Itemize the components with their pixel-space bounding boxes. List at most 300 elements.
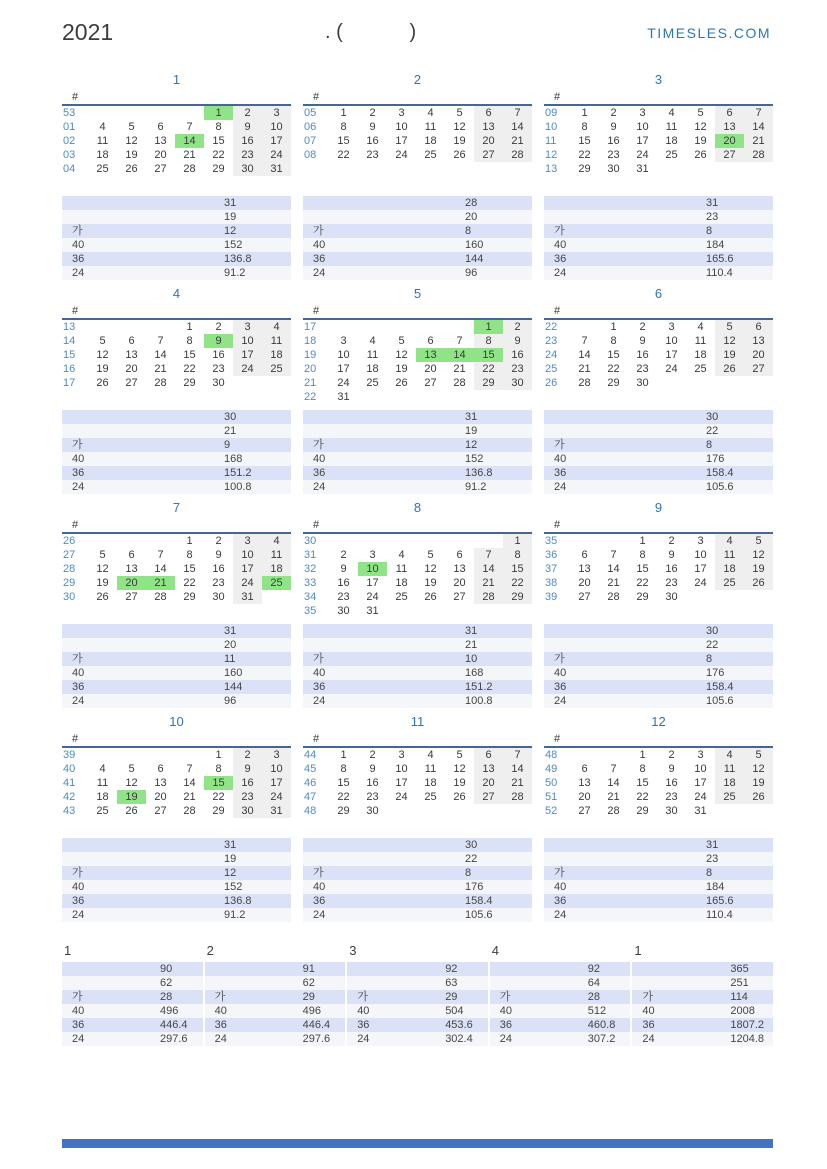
stats-label: 가 bbox=[554, 439, 565, 451]
stats-row bbox=[303, 466, 532, 480]
stats-label bbox=[62, 210, 224, 224]
calendar-header-spacer bbox=[570, 732, 773, 747]
day-cell: 21 bbox=[154, 363, 167, 375]
stats-label bbox=[62, 624, 224, 638]
summary-block bbox=[347, 942, 488, 1046]
week-row bbox=[544, 362, 773, 376]
day-cell: 9 bbox=[369, 121, 376, 133]
calendar-header-row bbox=[62, 518, 291, 533]
stats-value: 12 bbox=[465, 439, 478, 451]
calendar-header-row bbox=[303, 518, 532, 533]
stats-label bbox=[544, 638, 706, 652]
stats-value: 12 bbox=[224, 225, 237, 237]
week-number: 31 bbox=[304, 549, 317, 561]
day-cell: 27 bbox=[474, 148, 503, 162]
stats-label: 가 bbox=[72, 867, 83, 879]
day-cell: 24 bbox=[665, 363, 678, 375]
stats-label: 36 bbox=[72, 895, 85, 907]
day-cell: 3 bbox=[262, 105, 291, 120]
day-cell: 31 bbox=[262, 162, 291, 176]
stats-row bbox=[544, 196, 773, 210]
day-cell: 23 bbox=[665, 791, 678, 803]
stats-label bbox=[303, 424, 465, 438]
stats-row bbox=[544, 880, 773, 894]
day-cell: 20 bbox=[424, 363, 437, 375]
day-cell bbox=[474, 390, 503, 404]
day-cell: 13 bbox=[154, 777, 167, 789]
week-row bbox=[62, 105, 291, 120]
stats-row bbox=[62, 976, 203, 990]
stats-value: 92 bbox=[587, 963, 601, 975]
week-number: 05 bbox=[304, 107, 317, 119]
day-cell bbox=[686, 590, 715, 604]
stats-value: 460.8 bbox=[587, 1019, 616, 1031]
day-cell: 21 bbox=[607, 577, 620, 589]
stats-label bbox=[544, 410, 706, 424]
day-cell bbox=[117, 319, 146, 334]
stats-row bbox=[62, 880, 291, 894]
day-cell: 22 bbox=[636, 791, 649, 803]
week-row bbox=[544, 348, 773, 362]
day-cell: 17 bbox=[337, 363, 350, 375]
day-cell bbox=[657, 376, 686, 390]
day-cell: 21 bbox=[503, 134, 532, 148]
day-cell: 27 bbox=[125, 591, 138, 603]
day-cell: 5 bbox=[744, 747, 773, 762]
stats-value: 31 bbox=[224, 625, 237, 637]
day-cell: 5 bbox=[456, 749, 463, 761]
summary-title: 1 bbox=[634, 943, 642, 958]
stats-label bbox=[62, 638, 224, 652]
stats-row bbox=[62, 908, 291, 922]
month-weeks bbox=[303, 533, 532, 618]
stats-value: 446.4 bbox=[302, 1019, 331, 1031]
week-number: 15 bbox=[63, 349, 76, 361]
stats-label: 24 bbox=[313, 267, 326, 279]
day-cell bbox=[715, 804, 744, 818]
stats-value: 176 bbox=[706, 667, 725, 679]
stats-row bbox=[62, 224, 291, 238]
week-row bbox=[544, 162, 773, 176]
day-cell bbox=[146, 533, 175, 548]
day-cell: 7 bbox=[456, 335, 463, 347]
day-cell: 21 bbox=[503, 776, 532, 790]
day-cell: 10 bbox=[262, 762, 291, 776]
stats-table bbox=[303, 410, 532, 494]
day-cell: 5 bbox=[99, 335, 106, 347]
stats-row bbox=[62, 1018, 203, 1032]
day-cell bbox=[146, 105, 175, 120]
day-cell: 30 bbox=[636, 377, 649, 389]
stats-row bbox=[303, 680, 532, 694]
stats-value: 8 bbox=[706, 225, 713, 237]
day-cell bbox=[117, 105, 146, 120]
summary-grid bbox=[62, 942, 773, 1046]
stats-label: 36 bbox=[72, 253, 85, 265]
stats-table bbox=[62, 196, 291, 280]
day-cell: 28 bbox=[183, 805, 196, 817]
day-cell: 11 bbox=[424, 763, 437, 775]
week-number: 38 bbox=[545, 577, 558, 589]
stats-row bbox=[490, 1032, 631, 1046]
day-cell: 23 bbox=[212, 577, 225, 589]
stats-row bbox=[544, 452, 773, 466]
day-cell: 26 bbox=[715, 362, 744, 376]
day-cell: 20 bbox=[474, 134, 503, 148]
stats-value: 365 bbox=[730, 963, 749, 975]
day-cell: 7 bbox=[157, 335, 164, 347]
day-cell: 1 bbox=[639, 749, 646, 761]
day-cell bbox=[88, 533, 117, 548]
month-title: 1 bbox=[172, 72, 181, 87]
day-cell: 13 bbox=[125, 349, 138, 361]
day-cell: 24 bbox=[233, 362, 262, 376]
calendar-header-spacer bbox=[570, 304, 773, 319]
day-cell: 4 bbox=[427, 107, 434, 119]
week-column-header: # bbox=[544, 90, 570, 105]
day-cell: 15 bbox=[636, 777, 649, 789]
week-row bbox=[62, 362, 291, 376]
day-cell: 19 bbox=[395, 363, 408, 375]
week-row bbox=[303, 576, 532, 590]
stats-value: 151.2 bbox=[465, 681, 493, 693]
stats-value: 19 bbox=[224, 211, 237, 223]
stats-label: 24 bbox=[642, 1033, 655, 1045]
stats-label bbox=[303, 210, 465, 224]
footer-bar bbox=[62, 1139, 773, 1148]
day-cell: 6 bbox=[128, 549, 135, 561]
month-calendar bbox=[303, 732, 532, 818]
day-cell bbox=[175, 747, 204, 762]
day-cell: 30 bbox=[212, 591, 225, 603]
stats-value: 512 bbox=[587, 1005, 607, 1017]
day-cell: 17 bbox=[694, 777, 707, 789]
day-cell: 12 bbox=[125, 135, 138, 147]
month-block bbox=[62, 286, 291, 500]
stats-label: 36 bbox=[313, 467, 326, 479]
stats-row bbox=[62, 266, 291, 280]
day-cell bbox=[88, 105, 117, 120]
month-title: 7 bbox=[172, 500, 181, 515]
stats-row bbox=[62, 894, 291, 908]
month-weeks bbox=[303, 319, 532, 404]
week-number: 42 bbox=[63, 791, 76, 803]
week-row bbox=[544, 334, 773, 348]
day-cell: 6 bbox=[128, 335, 135, 347]
stats-label: 40 bbox=[554, 239, 567, 251]
stats-label: 40 bbox=[72, 453, 85, 465]
stats-value: 110.4 bbox=[706, 267, 733, 279]
month-calendar bbox=[62, 304, 291, 390]
month-title: 2 bbox=[413, 72, 422, 87]
day-cell: 3 bbox=[668, 321, 675, 333]
day-cell: 12 bbox=[125, 777, 138, 789]
day-cell: 18 bbox=[715, 562, 744, 576]
stats-value: 8 bbox=[706, 439, 713, 451]
day-cell: 16 bbox=[366, 777, 379, 789]
day-cell: 3 bbox=[697, 749, 704, 761]
stats-label bbox=[62, 424, 224, 438]
day-cell: 19 bbox=[453, 777, 466, 789]
day-cell: 18 bbox=[694, 349, 707, 361]
stats-row bbox=[205, 976, 346, 990]
stats-row bbox=[544, 438, 773, 452]
month-title: 12 bbox=[651, 714, 666, 729]
day-cell: 29 bbox=[337, 805, 350, 817]
week-number: 26 bbox=[545, 377, 558, 389]
stats-label bbox=[347, 976, 445, 990]
day-cell: 20 bbox=[578, 577, 591, 589]
day-cell bbox=[657, 162, 686, 176]
stats-label: 가 bbox=[554, 225, 565, 237]
week-number: 11 bbox=[545, 135, 557, 147]
stats-row bbox=[205, 1032, 346, 1046]
day-cell: 11 bbox=[262, 548, 291, 562]
stats-label: 24 bbox=[313, 909, 326, 921]
week-row bbox=[544, 120, 773, 134]
stats-row bbox=[62, 694, 291, 708]
stats-row bbox=[544, 666, 773, 680]
stats-label: 가 bbox=[642, 991, 654, 1003]
week-row bbox=[303, 790, 532, 804]
week-row bbox=[303, 762, 532, 776]
day-cell: 20 bbox=[474, 776, 503, 790]
day-cell: 16 bbox=[212, 349, 225, 361]
day-cell: 10 bbox=[694, 763, 707, 775]
day-cell: 13 bbox=[474, 762, 503, 776]
day-cell: 4 bbox=[668, 107, 675, 119]
brand-link[interactable]: TIMESLES.COM bbox=[647, 25, 771, 41]
stats-value: 165.6 bbox=[706, 895, 734, 907]
stats-label: 가 bbox=[313, 439, 324, 451]
week-row bbox=[62, 348, 291, 362]
calendar-header-spacer bbox=[329, 90, 532, 105]
day-cell: 28 bbox=[474, 590, 503, 604]
day-cell: 9 bbox=[668, 549, 675, 561]
week-row bbox=[303, 148, 532, 162]
stats-row bbox=[62, 438, 291, 452]
stats-table bbox=[347, 962, 488, 1046]
day-cell: 14 bbox=[154, 563, 167, 575]
stats-row bbox=[62, 1032, 203, 1046]
stats-value: 28 bbox=[160, 991, 173, 1003]
day-cell: 19 bbox=[744, 562, 773, 576]
day-cell: 7 bbox=[610, 763, 617, 775]
day-cell: 25 bbox=[715, 576, 744, 590]
stats-table bbox=[62, 624, 291, 708]
week-row bbox=[62, 548, 291, 562]
day-cell: 22 bbox=[337, 149, 350, 161]
day-cell: 7 bbox=[581, 335, 588, 347]
day-cell: 7 bbox=[186, 763, 193, 775]
stats-label: 24 bbox=[72, 1033, 85, 1045]
month-calendar bbox=[303, 304, 532, 404]
day-cell: 12 bbox=[744, 548, 773, 562]
day-cell: 13 bbox=[578, 777, 591, 789]
stats-value: 100.8 bbox=[224, 481, 252, 493]
day-cell: 3 bbox=[398, 107, 405, 119]
day-cell: 19 bbox=[424, 577, 437, 589]
day-cell: 18 bbox=[96, 149, 109, 161]
stats-row bbox=[544, 480, 773, 494]
day-cell: 8 bbox=[474, 334, 503, 348]
stats-row bbox=[347, 962, 488, 976]
day-cell bbox=[416, 804, 445, 818]
day-cell: 16 bbox=[665, 563, 678, 575]
stats-table bbox=[205, 962, 346, 1046]
day-cell: 15 bbox=[636, 563, 649, 575]
day-cell: 3 bbox=[340, 335, 347, 347]
day-cell: 17 bbox=[233, 562, 262, 576]
summary-block bbox=[490, 942, 631, 1046]
stats-row bbox=[544, 694, 773, 708]
month-block bbox=[544, 714, 773, 928]
week-row bbox=[303, 776, 532, 790]
stats-row bbox=[62, 1004, 203, 1018]
week-row bbox=[303, 334, 532, 348]
day-cell: 26 bbox=[96, 591, 109, 603]
month-weeks bbox=[62, 105, 291, 176]
stats-row bbox=[62, 252, 291, 266]
day-cell: 3 bbox=[233, 319, 262, 334]
week-number: 22 bbox=[545, 321, 558, 333]
week-number: 13 bbox=[63, 321, 76, 333]
stats-row bbox=[544, 638, 773, 652]
stats-value: 21 bbox=[224, 425, 237, 437]
week-number: 19 bbox=[304, 349, 317, 361]
day-cell: 30 bbox=[665, 591, 678, 603]
day-cell: 8 bbox=[581, 121, 588, 133]
calendar-header-row bbox=[303, 304, 532, 319]
month-calendar bbox=[544, 304, 773, 390]
stats-row bbox=[303, 438, 532, 452]
week-number: 20 bbox=[304, 363, 317, 375]
day-cell: 19 bbox=[125, 149, 138, 161]
day-cell-holiday: 25 bbox=[262, 576, 291, 590]
page-subtitle: . ( ) bbox=[325, 21, 417, 43]
week-number: 40 bbox=[63, 763, 76, 775]
stats-row bbox=[544, 224, 773, 238]
week-column-header: # bbox=[303, 90, 329, 105]
day-cell: 10 bbox=[262, 120, 291, 134]
day-cell: 4 bbox=[369, 335, 376, 347]
stats-row bbox=[62, 410, 291, 424]
day-cell: 5 bbox=[99, 549, 106, 561]
week-row bbox=[544, 776, 773, 790]
month-block bbox=[62, 500, 291, 714]
stats-row bbox=[544, 652, 773, 666]
day-cell: 25 bbox=[424, 791, 437, 803]
week-row bbox=[303, 562, 532, 576]
day-cell bbox=[358, 533, 387, 548]
day-cell: 15 bbox=[607, 349, 620, 361]
week-number: 37 bbox=[545, 563, 558, 575]
day-cell: 7 bbox=[186, 121, 193, 133]
week-row bbox=[303, 390, 532, 404]
stats-label: 24 bbox=[72, 695, 85, 707]
week-row bbox=[62, 804, 291, 818]
week-row bbox=[303, 362, 532, 376]
stats-row bbox=[490, 990, 631, 1004]
week-number: 30 bbox=[63, 591, 76, 603]
day-cell: 19 bbox=[96, 577, 109, 589]
day-cell: 2 bbox=[215, 321, 222, 333]
day-cell: 7 bbox=[503, 105, 532, 120]
stats-value: 152 bbox=[224, 881, 243, 893]
week-number: 24 bbox=[545, 349, 558, 361]
stats-row bbox=[62, 480, 291, 494]
day-cell: 16 bbox=[366, 135, 379, 147]
day-cell bbox=[329, 533, 358, 548]
day-cell: 19 bbox=[744, 776, 773, 790]
week-column-header: # bbox=[62, 518, 88, 533]
day-cell: 15 bbox=[183, 349, 196, 361]
month-weeks bbox=[544, 319, 773, 390]
day-cell: 6 bbox=[456, 549, 463, 561]
day-cell: 30 bbox=[665, 805, 678, 817]
day-cell: 21 bbox=[744, 134, 773, 148]
day-cell: 1 bbox=[186, 535, 193, 547]
day-cell: 18 bbox=[715, 776, 744, 790]
month-title: 3 bbox=[654, 72, 663, 87]
stats-row bbox=[303, 638, 532, 652]
day-cell: 29 bbox=[474, 376, 503, 390]
stats-value: 19 bbox=[465, 425, 478, 437]
week-column-header: # bbox=[62, 90, 88, 105]
stats-row bbox=[544, 424, 773, 438]
day-cell: 9 bbox=[340, 563, 347, 575]
stats-row bbox=[544, 210, 773, 224]
day-cell: 15 bbox=[212, 135, 225, 147]
day-cell: 27 bbox=[125, 377, 138, 389]
day-cell: 28 bbox=[453, 377, 466, 389]
month-calendar bbox=[544, 732, 773, 818]
stats-value: 29 bbox=[302, 991, 315, 1003]
day-cell: 8 bbox=[186, 549, 193, 561]
day-cell: 21 bbox=[183, 791, 196, 803]
day-cell: 9 bbox=[215, 549, 222, 561]
stats-label: 36 bbox=[72, 681, 85, 693]
stats-label bbox=[303, 624, 465, 638]
stats-label bbox=[205, 962, 303, 976]
month-calendar bbox=[303, 90, 532, 162]
stats-value: 20 bbox=[465, 211, 478, 223]
day-cell-holiday: 21 bbox=[146, 576, 175, 590]
stats-value: 92 bbox=[445, 963, 458, 975]
stats-row bbox=[62, 624, 291, 638]
week-number: 18 bbox=[304, 335, 317, 347]
stats-table bbox=[62, 962, 203, 1046]
month-weeks bbox=[303, 747, 532, 818]
stats-label bbox=[632, 976, 730, 990]
day-cell: 24 bbox=[694, 791, 707, 803]
day-cell: 11 bbox=[96, 777, 109, 789]
week-number: 21 bbox=[304, 377, 317, 389]
day-cell bbox=[744, 590, 773, 604]
stats-value: 23 bbox=[706, 853, 719, 865]
week-number: 14 bbox=[63, 335, 76, 347]
day-cell: 12 bbox=[744, 762, 773, 776]
stats-label: 가 bbox=[72, 439, 83, 451]
day-cell: 29 bbox=[212, 163, 225, 175]
stats-value: 28 bbox=[465, 197, 478, 209]
stats-row bbox=[544, 852, 773, 866]
week-row bbox=[62, 747, 291, 762]
day-cell: 8 bbox=[639, 763, 646, 775]
stats-value: 20 bbox=[224, 639, 237, 651]
stats-value: 152 bbox=[465, 453, 484, 465]
day-cell: 28 bbox=[154, 377, 167, 389]
